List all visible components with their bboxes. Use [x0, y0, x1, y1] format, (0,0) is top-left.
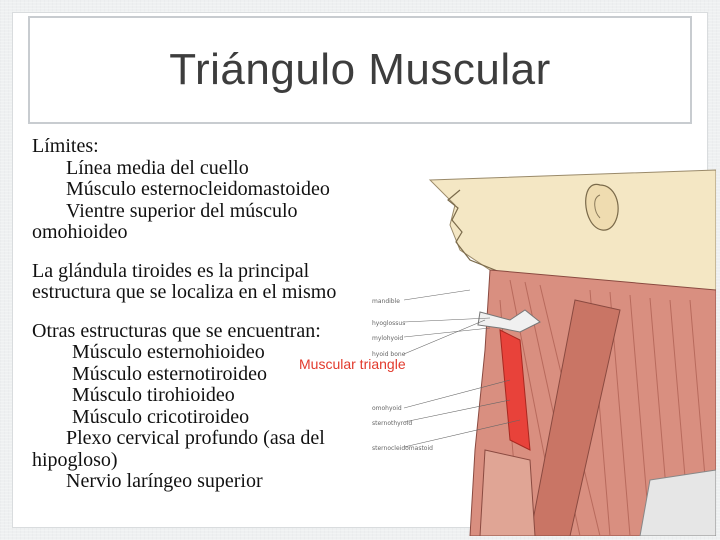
slide-title: Triángulo Muscular	[169, 45, 551, 94]
others-heading: Otras estructuras que se encuentran:	[32, 319, 321, 342]
figure-annotation: mandible	[372, 298, 400, 305]
thyroid-text: La glándula tiroides es la principal	[32, 259, 310, 282]
limit-item-cont: omohioideo	[32, 221, 128, 243]
nerve-text: Nervio laríngeo superior	[66, 470, 263, 492]
figure-annotation: omohyoid	[372, 405, 402, 412]
limit-item: Línea media del cuello	[66, 156, 249, 179]
limits-heading: Límites:	[32, 135, 99, 157]
thyroid-text: estructura que se localiza en el mismo	[32, 281, 337, 303]
structure-item: Músculo esternohioideo	[72, 341, 265, 363]
structure-item: Músculo tirohioideo	[72, 384, 235, 406]
figure-annotation: mylohyoid	[372, 335, 404, 342]
structure-item: Músculo esternotiroideo	[72, 362, 267, 385]
figure-annotation: sternothyroid	[372, 420, 413, 427]
figure-annotation: hyoglossus	[372, 320, 406, 327]
plexus-text: Plexo cervical profundo (asa del	[66, 427, 325, 449]
title-box	[28, 16, 692, 124]
structure-item: Músculo cricotiroideo	[72, 405, 250, 428]
figure-annotation: sternocleidomastoid	[372, 445, 433, 452]
figure-annotation: hyoid bone	[372, 351, 406, 358]
limit-item: Músculo esternocleidomastoideo	[66, 178, 330, 200]
muscular-triangle-label: Muscular triangle	[299, 356, 406, 372]
plexus-text: hipogloso)	[32, 448, 118, 471]
limit-item: Vientre superior del músculo	[66, 199, 298, 222]
slide-body	[32, 136, 372, 493]
neck-anatomy-illustration	[360, 150, 716, 536]
